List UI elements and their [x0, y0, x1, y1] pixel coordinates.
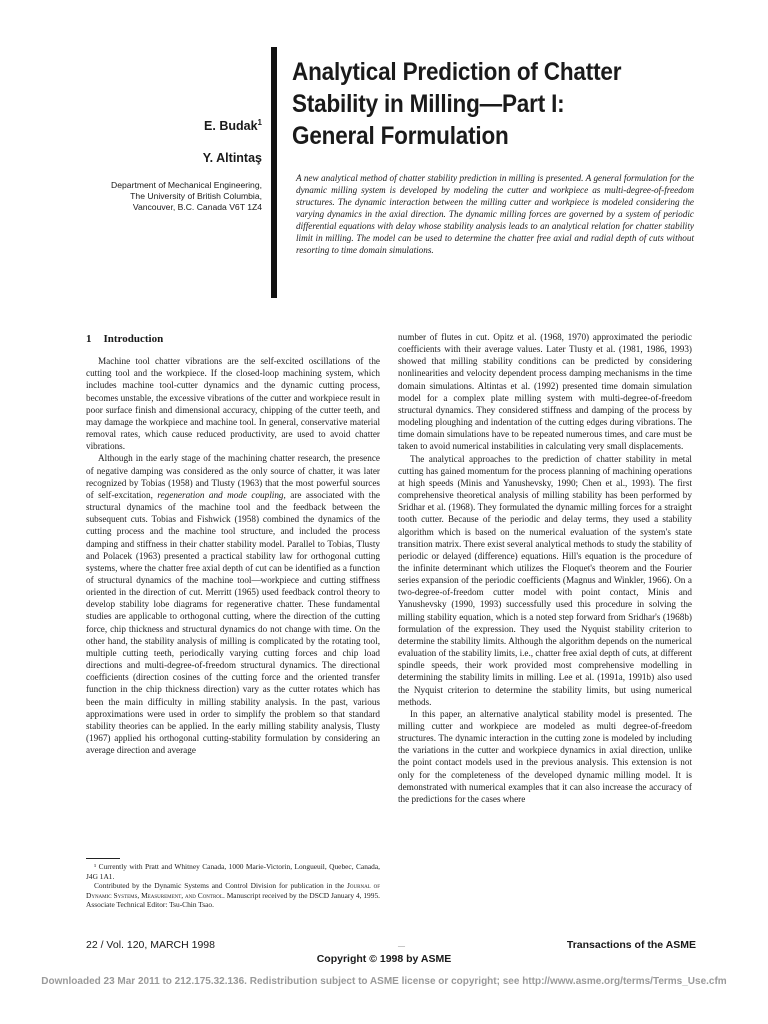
affiliation-line: The University of British Columbia, — [130, 191, 262, 202]
right-column — [398, 331, 692, 805]
footnote-rule — [86, 858, 120, 859]
section-number: 1 — [86, 333, 92, 345]
paragraph: The analytical approaches to the prediction of chatter stability in metal cutting has gained momentum for the process planning of machining operations at high speeds (Minis and Yanushevsky, 1990; Chen et al., 1993). The first comprehensive theoretical analysis of milling stability has been performed by Sridhar et al. (1968). They formulated the dynamic milling forces for a straight tooth cutter. Because of the periodic and delay terms, they used a stability algorithm which is based on the numerical evaluation of the system's state transition matrix. There exist several analytical methods to study the stability of periodic or delayed (difference) equations. Hill's equation is the procedure of the infinite determinant which utilizes the Floquet's theorem and the Fourier series expansion of the periodic coefficients (Magnus and Winkler, 1966). On a two-degree-of-freedom cutter model with point contact, Minis and Yanushevsky (1990, 1993) successfully used this procedure in solving the milling stability equation, which is a noted step forward from Sridhar's (1968b) formulation of the expression. They used the Nyquist stability criterion to determine the stability limits. Although the algorithm depends on the numerical evaluation of the stability limits, i.e., chatter free axial depth of cuts, at different spindle speeds, their work provided most comprehensive modelling in determining the stability limits in milling. Lee et al. (1991a, 1991b) also used the Nyquist criterion to determine the stability limits, but using numerical methods. — [398, 453, 692, 707]
affiliation-line: Vancouver, B.C. Canada V6T 1Z4 — [132, 202, 262, 213]
page-mark: — — [398, 942, 405, 950]
footnotes — [86, 862, 380, 910]
paragraph: number of flutes in cut. Opitz et al. (1968, 1970) approximated the periodic coefficients with their average values. Later Tlusty et al. (1981, 1986, 1993) showed that milling stability conditions can be predicted by considering nonlinearities and velocity dependent process damping mechanisms in the time domain simulations. Altintas et al. (1992) presented time domain simulation model for a complex plate milling system with multi-degree-of-freedom structural dynamics. They considered stiffness and damping of the process by modeling ploughing and indentation of the cutting edges during vibrations. The time domain simulations have to be repeated numerous times, and care must be taken to avoid numerical instabilities in calculating very small displacements. — [398, 332, 692, 452]
left-column — [86, 331, 380, 756]
footnote: ¹ Currently with Pratt and Whitney Canada, 1000 Marie-Victorin, Longueuil, Quebec, Canada, J4G 1A1. — [86, 862, 380, 881]
affiliation — [100, 180, 262, 213]
footnote — [86, 881, 380, 910]
text-run: . Manuscript received by the DSCD January 4, 1995. Associate Technical Editor: Tsu-Chin Tsao. — [86, 890, 380, 910]
title-rule — [271, 47, 277, 298]
author-footnote-marker: 1 — [257, 118, 262, 127]
page-number: 22 / Vol. 120, MARCH 1998 — [86, 939, 215, 951]
author-1-name: E. Budak — [204, 119, 258, 134]
section-heading — [86, 333, 380, 345]
text-run: are associated with the structural dynamics of the machine tool and the feedback between the subsequent cuts. Tobias and Fishwick (1958) combined the dynamics of the cutting process and the machine tool structure, and included the process damping and stiffness in their chatter stability model. Parallel to Tobias, Tlusty and Polacek (1963) presented a practical stability law for orthogonal cutting systems, where the chatter free axial depth of cut can be identified as a function of structural dynamics of the machine tool—workpiece and cutting stiffness oriented in the direction of cut. Merritt (1965) used feedback control theory to develop stability lobe diagrams for regenerative chatter. These fundamental studies are applicable to orthogonal cutting, where the direction of the cutting force, chip thickness and structural dynamics do not change with time. On the other hand, the stability analysis of milling is complicated by the rotating tool, multiple cutting teeth, periodically varying cutting forces and chip load directions and multi-degree-of-freedom structural dynamics. The directional coefficients (direction cosines of the cutting force and the oriented transfer function in the chip thickness direction) vary as the cutter rotates which has been the main difficulty in milling stability analysis. In the past, various approximations were used in order to simplify the problem so that standard stability theories can be applied. In the early milling stability analysis, Tlusty (1967) applied his orthogonal cutting-stability formulation by considering an average direction and average — [86, 489, 381, 756]
author-2-name: Y. Altintaş — [202, 151, 262, 166]
paragraph: In this paper, an alternative analytical stability model is presented. The milling cutter and workpiece are modeled as multi degree-of-freedom structures. The dynamic interaction in the cutting zone is modeled by including the variations in the cutter and workpiece dynamics in axial direction, unlike the point contact models used in the previous analysis. This extension is not only for the completeness of the developed dynamic milling model. It is demonstrated with numerical examples that it can also increase the accuracy of the predictions for the cases where — [398, 708, 692, 804]
author-name — [100, 118, 262, 133]
emphasis-text: regeneration and mode coupling, — [157, 489, 286, 500]
affiliation-line: Department of Mechanical Engineering, — [111, 180, 262, 191]
paragraph — [86, 452, 380, 756]
text-run: Contributed by the Dynamic Systems and Control Division for publication in the — [94, 881, 345, 891]
journal-name: Journal of Dynamic Systems, Measurement, and Control — [86, 881, 380, 900]
download-notice: Downloaded 23 Mar 2011 to 212.175.32.136. Redistribution subject to ASME license or copyright; see http://www.asme.org/terms/Terms_Use.cfm — [41, 976, 727, 987]
text-run: Although in the early stage of the machining chatter research, the presence of negative damping was considered as the only source of chatter, it was later recognized by Tobias (1958) and Tlusty (1963) that the most powerful sources of self-excitation, — [86, 453, 380, 500]
section-title: Introduction — [103, 333, 164, 345]
paragraph: Machine tool chatter vibrations are the self-excited oscillations of the cutting tool and the workpiece. If the closed-loop machining system, which includes machine tool-cutter dynamics and the dynamic cutting process, becomes unstable, the excessive vibrations of the cutter and workpiece result in poor surface finish and dimensional accuracy, chipping of the cutter teeth, and may damage the workpiece and machine tool. In general, conservative material removal rates, which cause reduced productivity, are used to avoid chatter vibrations. — [86, 356, 380, 452]
author-block — [100, 118, 262, 213]
abstract: A new analytical method of chatter stability prediction in milling is presented. A general formulation for the dynamic milling system is developed by modeling the cutter and workpiece as multi-degree-of-freedom structures. The dynamic interaction between the milling cutter and workpiece is modeled considering the varying dynamics in the axial direction. The dynamic milling forces are governed by a system of periodic differential equations with delay whose stability analysis leads to an analytical relation for chatter stability limit in milling. The model can be used to determine the chatter free axial and radial depth of cuts without resorting to time domain simulations. — [296, 173, 694, 255]
paper-title: Analytical Prediction of Chatter Stability in Milling—Part I: General Formulation — [292, 58, 622, 150]
copyright: Copyright © 1998 by ASME — [316, 953, 452, 965]
journal-title: Transactions of the ASME — [566, 939, 696, 951]
author-name — [100, 151, 262, 165]
